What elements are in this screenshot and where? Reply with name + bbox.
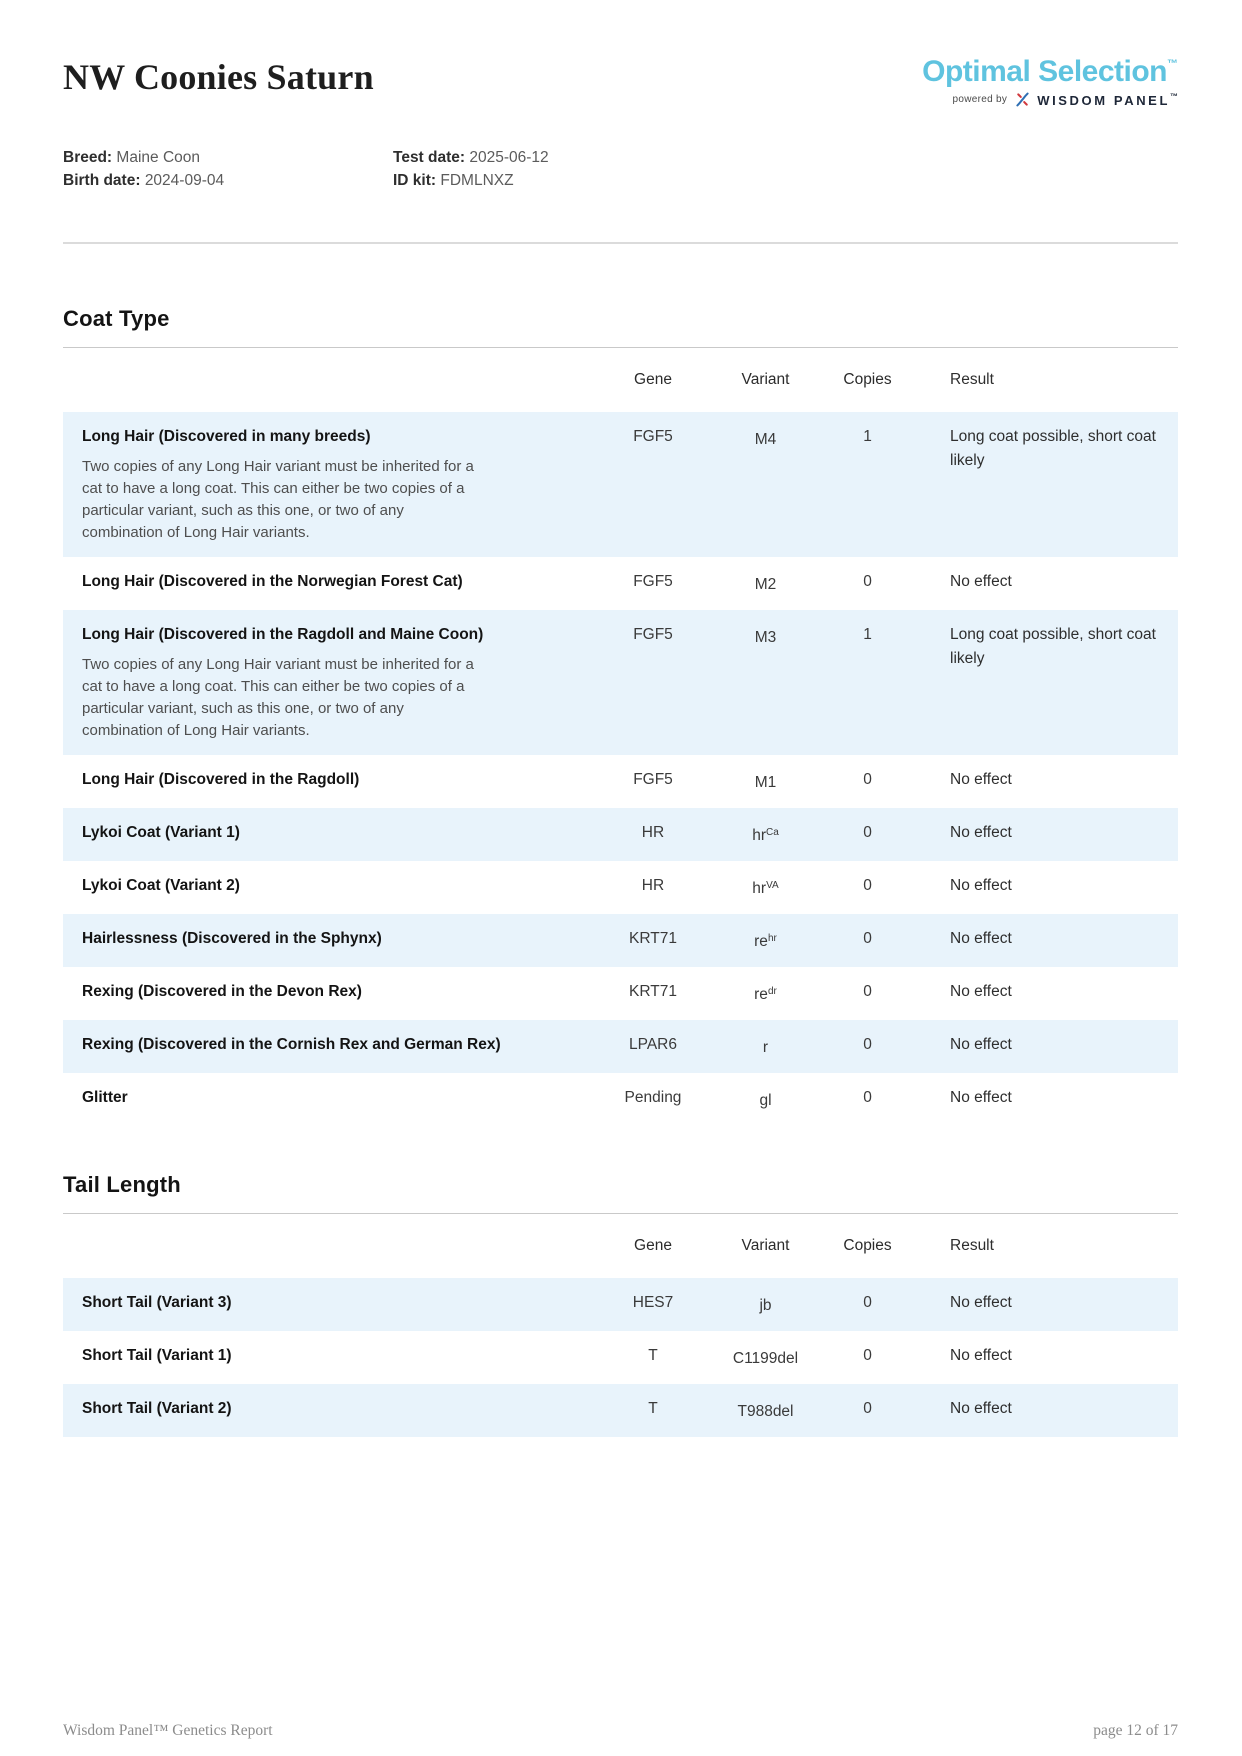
table-row	[63, 967, 1178, 1020]
tail-table-header	[63, 1214, 1178, 1278]
gene-cell: FGF5	[633, 573, 673, 590]
coat-type-heading: Coat Type	[63, 306, 170, 331]
result-column-header: Result	[950, 1237, 994, 1254]
copies-cell: 0	[813, 1384, 922, 1437]
table-row	[63, 808, 1178, 861]
variant-cell: M2	[754, 576, 777, 593]
result-cell: No effect	[950, 771, 1012, 788]
column-gap	[922, 808, 930, 861]
column-gap	[922, 967, 930, 1020]
copies-column-header: Copies	[843, 1237, 892, 1254]
copies-cell: 0	[863, 1089, 872, 1106]
trait-name-cell	[63, 557, 588, 610]
table-row	[63, 1278, 1178, 1331]
birth-date-value: 2024-09-04	[144, 172, 225, 189]
variant-cell: $hr^{VA}$	[752, 880, 779, 897]
gene-cell: FGF5	[588, 610, 718, 755]
copies-cell: 0	[813, 808, 922, 861]
trait-name: Lykoi Coat (Variant 1)	[82, 824, 240, 841]
copies-cell: 0	[813, 914, 922, 967]
variant-cell: T988del	[718, 1384, 813, 1437]
table-row	[63, 412, 1178, 557]
trait-name: Long Hair (Discovered in the Norwegian Forest Cat)	[82, 573, 463, 590]
brand-logo	[922, 46, 1178, 108]
trait-name-cell	[63, 1278, 588, 1331]
copies-cell: 0	[813, 1020, 922, 1073]
variant-cell: M3	[718, 610, 813, 755]
variant-cell: C1199del	[732, 1350, 799, 1367]
table-row	[63, 914, 1178, 967]
coat-type-table	[63, 348, 1178, 1126]
trait-name: Short Tail (Variant 3)	[82, 1294, 232, 1311]
trait-name-cell	[63, 914, 588, 967]
result-cell: No effect	[930, 808, 1178, 861]
column-gap	[922, 755, 930, 808]
column-gap	[922, 1073, 930, 1126]
gene-cell: HR	[641, 877, 665, 894]
birth-date-row	[63, 169, 393, 192]
result-cell: Long coat possible, short coat likely	[930, 610, 1178, 755]
meta-right-column	[393, 146, 723, 192]
breed-label: Breed:	[63, 149, 113, 166]
table-row	[63, 1073, 1178, 1126]
variant-cell: $hr^{Ca}$	[718, 808, 813, 861]
optimal-selection-wordmark	[922, 48, 1178, 88]
result-cell: Long coat possible, short coat likely	[930, 412, 1178, 557]
wisdom-panel-wordmark	[1014, 91, 1178, 108]
name-column-header	[63, 368, 588, 412]
trait-name-cell	[63, 1073, 588, 1126]
trait-name-cell	[63, 1331, 588, 1384]
column-gap	[922, 412, 930, 557]
coat-table-header	[63, 348, 1178, 412]
id-kit-label: ID kit:	[393, 172, 437, 189]
gene-cell: FGF5	[588, 412, 718, 557]
column-gap	[922, 861, 930, 914]
variant-column-header: Variant	[741, 1237, 790, 1254]
trait-name: Long Hair (Discovered in the Ragdoll)	[82, 771, 360, 788]
gene-cell: T	[648, 1347, 658, 1364]
birth-date-label: Birth date:	[63, 172, 141, 189]
powered-by-text: powered by	[952, 94, 1008, 105]
tail-length-section	[63, 1172, 1178, 1437]
dna-helix-icon	[1014, 91, 1031, 108]
coat-type-section	[63, 306, 1178, 1126]
trait-name: Rexing (Discovered in the Cornish Rex and German Rex)	[82, 1036, 501, 1053]
breed-row	[63, 146, 393, 169]
gene-cell: KRT71	[588, 914, 718, 967]
column-gap	[922, 1234, 930, 1278]
result-cell: No effect	[950, 877, 1012, 894]
result-cell: No effect	[930, 1278, 1178, 1331]
variant-column-header: Variant	[741, 371, 790, 388]
trait-name: Glitter	[82, 1089, 128, 1106]
gene-column-header: Gene	[634, 371, 672, 388]
breed-value: Maine Coon	[116, 149, 200, 166]
brand-text: Optimal Selection	[922, 55, 1167, 88]
copies-column-header: Copies	[843, 371, 892, 388]
result-column-header: Result	[950, 371, 994, 388]
trait-name: Long Hair (Discovered in the Ragdoll and Maine Coon)	[82, 626, 484, 643]
column-gap	[922, 368, 930, 412]
trait-name: Short Tail (Variant 2)	[82, 1400, 232, 1417]
copies-cell: 0	[863, 983, 872, 1000]
trait-name-cell	[63, 1020, 588, 1073]
result-cell: No effect	[950, 1347, 1012, 1364]
trait-name: Long Hair (Discovered in many breeds)	[82, 428, 371, 445]
variant-cell: $re^{dr}$	[754, 986, 777, 1003]
id-kit-row	[393, 169, 723, 192]
table-row	[63, 755, 1178, 808]
copies-cell: 1	[813, 412, 922, 557]
trait-name-cell	[63, 861, 588, 914]
report-header	[63, 46, 1178, 108]
table-row	[63, 610, 1178, 755]
copies-cell: 0	[813, 1278, 922, 1331]
gene-cell: Pending	[624, 1089, 682, 1106]
gene-cell: LPAR6	[588, 1020, 718, 1073]
name-column-header	[63, 1234, 588, 1278]
table-row	[63, 1331, 1178, 1384]
trait-name: Lykoi Coat (Variant 2)	[82, 877, 240, 894]
gene-column-header: Gene	[634, 1237, 672, 1254]
trait-name-cell	[63, 610, 588, 755]
variant-cell: M4	[718, 412, 813, 557]
copies-cell: 0	[863, 877, 872, 894]
gene-cell: HES7	[588, 1278, 718, 1331]
partner-text: WISDOM PANEL™	[1037, 91, 1178, 108]
column-gap	[922, 1384, 930, 1437]
brand-trademark: ™	[1167, 58, 1178, 70]
trait-name: Hairlessness (Discovered in the Sphynx)	[82, 930, 382, 947]
tail-length-table	[63, 1214, 1178, 1437]
page-footer	[63, 1722, 1178, 1740]
gene-cell: T	[588, 1384, 718, 1437]
test-date-row	[393, 146, 723, 169]
result-cell: No effect	[950, 1089, 1012, 1106]
test-date-value: 2025-06-12	[469, 149, 549, 166]
column-gap	[922, 914, 930, 967]
variant-cell: r	[718, 1020, 813, 1073]
footer-report-title: Wisdom Panel™ Genetics Report	[63, 1722, 273, 1739]
table-row	[63, 1020, 1178, 1073]
footer-page-number: page 12 of 17	[1093, 1722, 1178, 1739]
id-kit-value: FDMLNXZ	[440, 172, 514, 189]
trait-name-cell	[63, 412, 588, 557]
column-gap	[922, 610, 930, 755]
column-gap	[922, 1278, 930, 1331]
partner-trademark: ™	[1170, 91, 1178, 101]
copies-cell: 0	[863, 573, 872, 590]
trait-description: Two copies of any Long Hair variant must be inherited for a cat to have a long coat. This can either be two copies of a particular variant, such as this one, or two of any combination of Long Hair variants.	[82, 656, 474, 739]
result-cell: No effect	[950, 573, 1012, 590]
trait-name-cell	[63, 967, 588, 1020]
copies-cell: 1	[813, 610, 922, 755]
copies-cell: 0	[863, 771, 872, 788]
copies-cell: 0	[863, 1347, 872, 1364]
page-title: NW Coonies Saturn	[63, 57, 374, 97]
column-gap	[922, 1331, 930, 1384]
variant-cell: jb	[718, 1278, 813, 1331]
header-divider	[63, 242, 1178, 244]
gene-cell: KRT71	[629, 983, 677, 1000]
variant-cell: M1	[754, 774, 777, 791]
result-cell: No effect	[930, 914, 1178, 967]
column-gap	[922, 1020, 930, 1073]
table-row	[63, 1384, 1178, 1437]
powered-by-line	[922, 91, 1178, 108]
pet-meta	[63, 146, 1178, 192]
trait-name-cell	[63, 755, 588, 808]
test-date-label: Test date:	[393, 149, 466, 166]
gene-cell: HR	[588, 808, 718, 861]
table-row	[63, 557, 1178, 610]
gene-cell: FGF5	[633, 771, 673, 788]
trait-name: Rexing (Discovered in the Devon Rex)	[82, 983, 362, 1000]
trait-name-cell	[63, 1384, 588, 1437]
tail-length-heading: Tail Length	[63, 1172, 181, 1197]
trait-name: Short Tail (Variant 1)	[82, 1347, 232, 1364]
trait-description: Two copies of any Long Hair variant must be inherited for a cat to have a long coat. This can either be two copies of a particular variant, such as this one, or two of any combination of Long Hair variants.	[82, 458, 474, 541]
meta-left-column	[63, 146, 393, 192]
variant-cell: gl	[759, 1092, 772, 1109]
result-cell: No effect	[950, 983, 1012, 1000]
result-cell: No effect	[930, 1384, 1178, 1437]
column-gap	[922, 557, 930, 610]
variant-cell: $re^{hr}$	[718, 914, 813, 967]
trait-name-cell	[63, 808, 588, 861]
result-cell: No effect	[930, 1020, 1178, 1073]
table-row	[63, 861, 1178, 914]
